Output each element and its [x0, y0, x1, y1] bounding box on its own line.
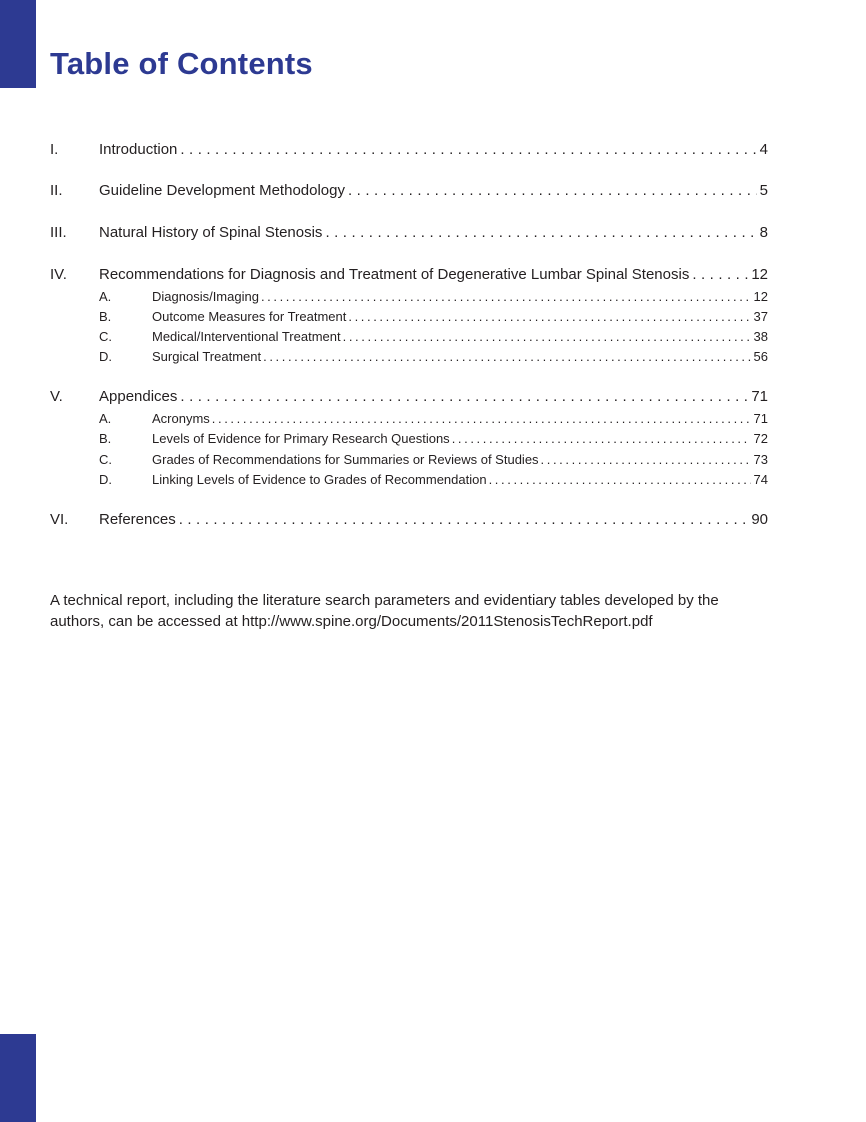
dot-leader — [210, 410, 751, 427]
toc-subentry-label: Surgical Treatment — [152, 349, 262, 365]
dot-leader — [539, 451, 751, 468]
toc-subentry-surgical-treatment[interactable] — [50, 348, 768, 365]
toc-entry-label: Natural History of Spinal Stenosis — [99, 224, 323, 242]
toc-subentry-page: 12 — [753, 288, 768, 304]
toc-entry-references[interactable] — [50, 510, 768, 530]
toc-subentry-page: 37 — [753, 308, 768, 324]
toc-subentry-outcome-measures[interactable] — [50, 308, 768, 325]
toc-entry-numeral: VI. — [50, 510, 69, 528]
toc-subentry-label: Linking Levels of Evidence to Grades of Recommendation — [152, 471, 487, 487]
toc-subentry-acronyms[interactable] — [50, 410, 768, 427]
toc-subentry-label: Grades of Recommendations for Summaries or Reviews of Studies — [152, 451, 539, 467]
dot-leader — [341, 328, 751, 345]
toc-subentry-letter: D. — [99, 471, 112, 487]
toc-entry-numeral: II. — [50, 182, 63, 200]
toc-subentry-page: 74 — [753, 471, 768, 487]
toc-entry-label: Introduction — [99, 140, 178, 158]
toc-subentry-label: Medical/Interventional Treatment — [152, 329, 341, 345]
page-edge-bar-top — [0, 0, 36, 88]
toc-entry-numeral: IV. — [50, 266, 67, 284]
dot-leader — [450, 430, 751, 447]
toc-subentry-letter: D. — [99, 349, 112, 365]
dot-leader — [177, 387, 748, 407]
toc-entry-numeral: V. — [50, 388, 63, 406]
toc-subentry-label: Acronyms — [152, 411, 210, 427]
toc-subentry-label: Outcome Measures for Treatment — [152, 308, 347, 324]
dot-leader — [177, 140, 756, 160]
table-of-contents — [50, 140, 768, 530]
page-content — [50, 46, 768, 633]
toc-subentry-letter: C. — [99, 329, 112, 345]
toc-subentry-label: Levels of Evidence for Primary Research Questions — [152, 431, 450, 447]
toc-entry-page: 71 — [751, 388, 768, 406]
toc-entry-introduction[interactable] — [50, 140, 768, 160]
toc-subentry-grades-of-recommendations[interactable] — [50, 451, 768, 468]
toc-entry-numeral: III. — [50, 224, 67, 242]
page-title: Table of Contents — [50, 46, 313, 81]
page-edge-bar-bottom — [0, 1034, 36, 1122]
toc-entry-label: Appendices — [99, 388, 178, 406]
toc-entry-page: 90 — [751, 510, 768, 528]
dot-leader — [346, 308, 750, 325]
toc-subentry-page: 56 — [753, 349, 768, 365]
technical-report-note-text: A technical report, including the literature search parameters and evidentiary tables developed by the authors, can be accessed at — [50, 591, 719, 631]
dot-leader — [176, 510, 749, 530]
toc-subentry-levels-of-evidence[interactable] — [50, 430, 768, 447]
toc-subentry-page: 71 — [753, 411, 768, 427]
dot-leader — [487, 471, 751, 488]
toc-entry-label: References — [99, 510, 176, 528]
toc-entry-label: Guideline Development Methodology — [99, 182, 345, 200]
dot-leader — [322, 223, 756, 243]
toc-subentry-letter: B. — [99, 308, 112, 324]
toc-entry-natural-history[interactable] — [50, 223, 768, 243]
dot-leader — [689, 265, 748, 285]
toc-subentry-letter: A. — [99, 411, 112, 427]
toc-entry-label: Recommendations for Diagnosis and Treatment of Degenerative Lumbar Spinal Stenosis — [99, 266, 690, 284]
toc-entry-page: 5 — [759, 182, 768, 200]
toc-subentry-letter: C. — [99, 451, 112, 467]
toc-entry-numeral: I. — [50, 140, 59, 158]
toc-subentry-linking-levels[interactable] — [50, 471, 768, 488]
toc-entry-guideline-development-methodology[interactable] — [50, 181, 768, 201]
toc-subentry-page: 72 — [753, 431, 768, 447]
toc-subentry-letter: B. — [99, 431, 112, 447]
dot-leader — [259, 288, 751, 305]
toc-subentry-label: Diagnosis/Imaging — [152, 288, 259, 304]
tech-report-url[interactable]: http://www.spine.org/Documents/2011StenosisTechReport.pdf — [241, 613, 653, 631]
toc-entry-appendices[interactable] — [50, 387, 768, 407]
technical-report-note — [50, 590, 762, 634]
toc-subentry-medical-interventional-treatment[interactable] — [50, 328, 768, 345]
toc-subentry-letter: A. — [99, 288, 112, 304]
dot-leader — [261, 348, 750, 365]
toc-subentry-page: 73 — [753, 451, 768, 467]
dot-leader — [345, 181, 757, 201]
toc-entry-page: 12 — [751, 266, 768, 284]
toc-subentry-page: 38 — [753, 329, 768, 345]
toc-entry-page: 4 — [759, 140, 768, 158]
toc-subentry-diagnosis-imaging[interactable] — [50, 288, 768, 305]
toc-entry-recommendations[interactable] — [50, 265, 768, 285]
toc-entry-page: 8 — [759, 224, 768, 242]
